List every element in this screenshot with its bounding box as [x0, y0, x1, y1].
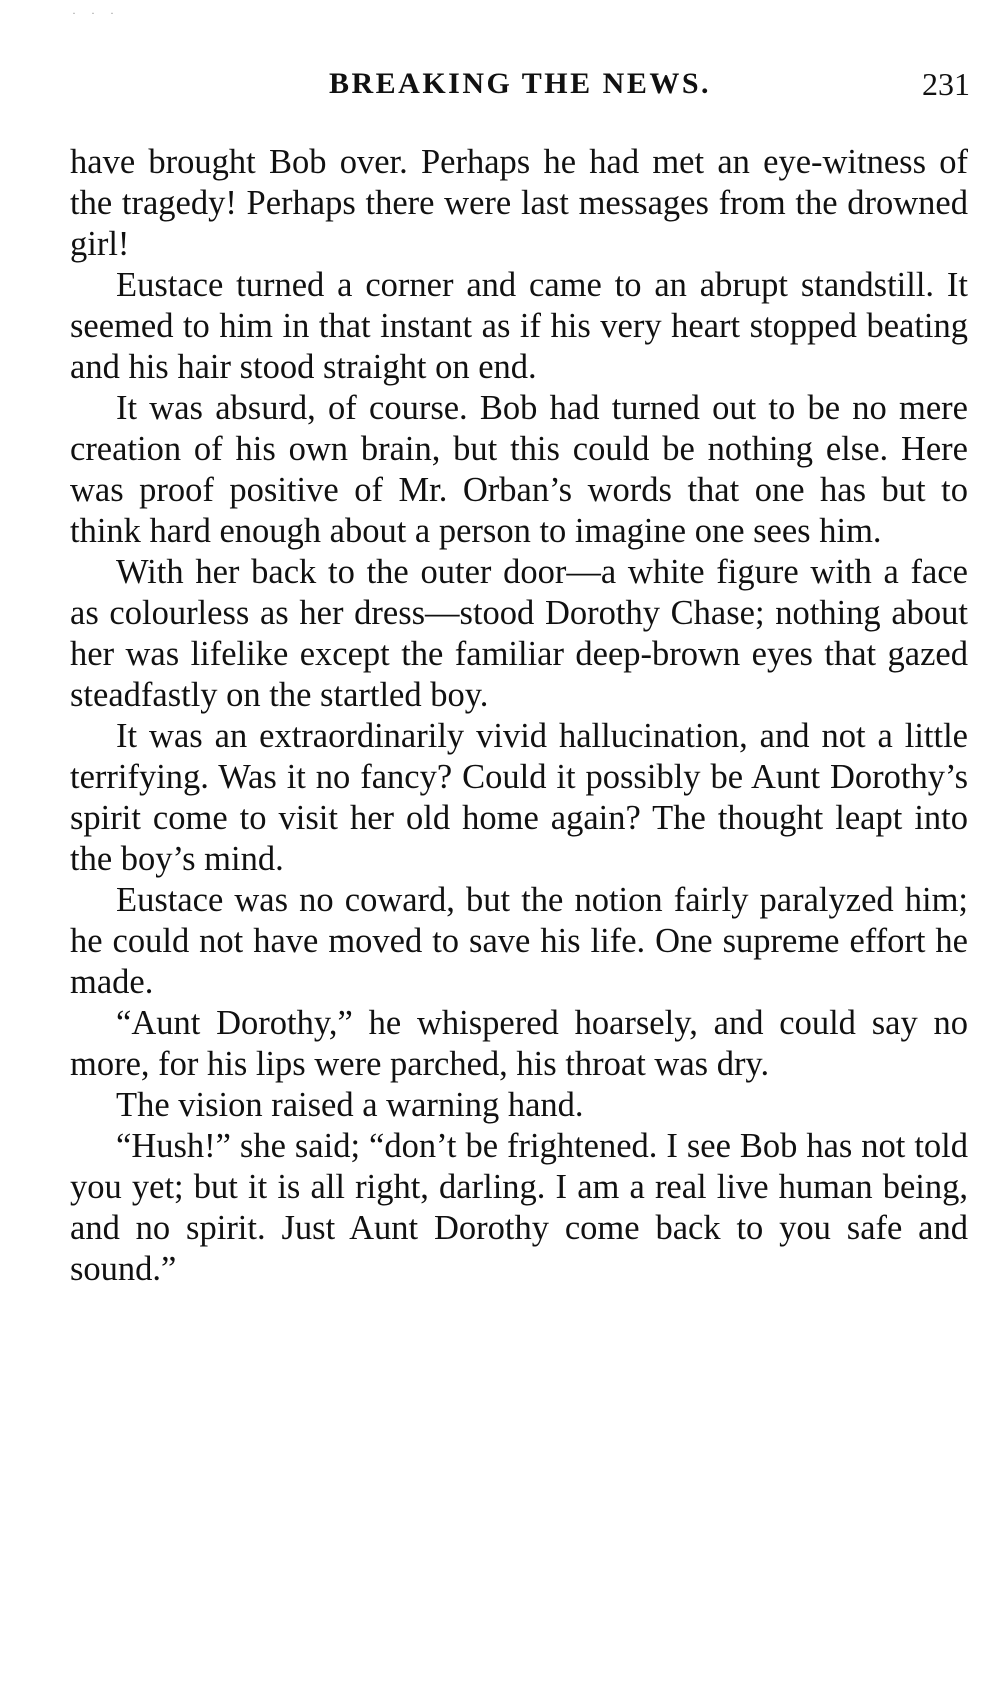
paragraph: It was an extraordinarily vivid hallucination, and not a little terrifying. Was it no fancy? Could it possibly be Aunt Dorothy’s spirit come to visit her old home again? The thought leapt into the boy’s mind.	[70, 717, 968, 878]
paragraph: “Aunt Dorothy,” he whispered hoarsely, and could say no more, for his lips were parched, his throat was dry.	[70, 1004, 968, 1083]
page-number: 231	[922, 66, 970, 102]
paragraph: “Hush!” she said; “don’t be frightened. I see Bob has not told you yet; but it is all right, darling. I am a real live human being, and no spirit. Just Aunt Dorothy come back to you safe and sound.”	[70, 1127, 968, 1288]
paragraph: With her back to the outer door—a white figure with a face as colourless as her dress—stood Dorothy Chase; nothing about her was lifelike except the familiar deep-brown eyes that gazed steadfastly on the startled boy.	[70, 553, 968, 714]
paragraph-continuation: have brought Bob over. Perhaps he had met an eye-witness of the tragedy! Perhaps there were last messages from the drowned girl!	[70, 143, 968, 263]
paragraph: The vision raised a warning hand.	[116, 1086, 584, 1124]
print-specks: · · ·	[72, 6, 120, 20]
paragraph: Eustace was no coward, but the notion fairly paralyzed him; he could not have moved to save his life. One supreme effort he made.	[70, 881, 968, 1001]
running-title: BREAKING THE NEWS.	[328, 67, 712, 100]
paragraph: Eustace turned a corner and came to an abrupt standstill. It seemed to him in that instant as if his very heart stopped beating and his hair stood straight on end.	[70, 266, 968, 386]
body-text	[70, 142, 968, 1290]
paragraph: It was absurd, of course. Bob had turned out to be no mere creation of his own brain, but this could be nothing else. Here was proof positive of Mr. Orban’s words that one has but to think hard enough about a person to imagine one sees him.	[70, 389, 968, 550]
running-head	[70, 62, 970, 106]
